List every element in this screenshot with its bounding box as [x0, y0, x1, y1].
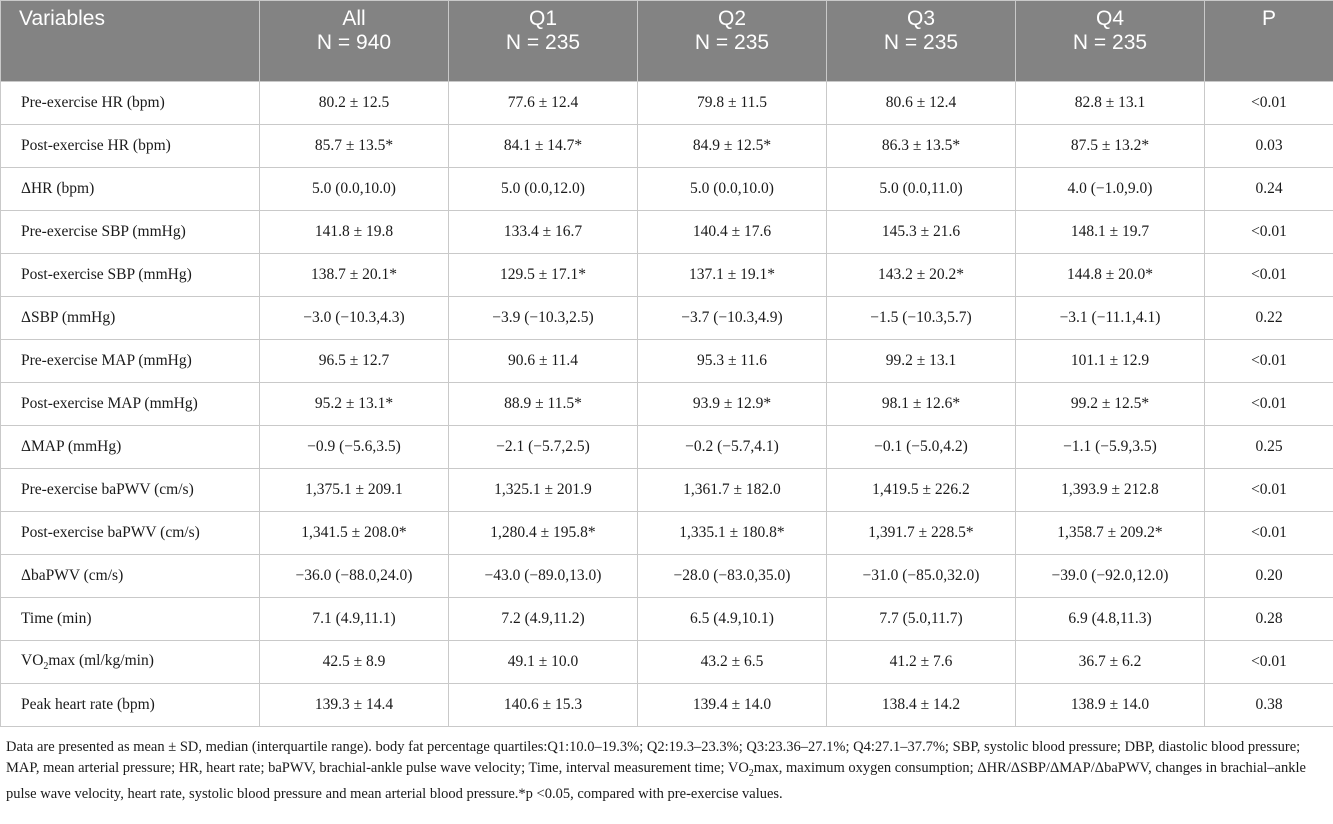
header-q3-label: Q3: [906, 7, 935, 30]
cell-all: −36.0 (−88.0,24.0): [260, 555, 449, 598]
cell-q4: 36.7 ± 6.2: [1016, 641, 1205, 684]
cell-q4: 101.1 ± 12.9: [1016, 340, 1205, 383]
cell-q1: 90.6 ± 11.4: [449, 340, 638, 383]
header-q1: [449, 1, 638, 82]
cell-q2: 84.9 ± 12.5*: [638, 125, 827, 168]
header-all-label: All: [342, 7, 366, 30]
cell-p: 0.38: [1205, 684, 1333, 727]
header-q1-label: Q1: [528, 7, 557, 30]
cell-q4: 99.2 ± 12.5*: [1016, 383, 1205, 426]
row-label: Post-exercise HR (bpm): [1, 125, 260, 168]
row-label: Post-exercise SBP (mmHg): [1, 254, 260, 297]
cell-q4: 148.1 ± 19.7: [1016, 211, 1205, 254]
cell-q3: 5.0 (0.0,11.0): [827, 168, 1016, 211]
cell-q3: 7.7 (5.0,11.7): [827, 598, 1016, 641]
cell-q4: 4.0 (−1.0,9.0): [1016, 168, 1205, 211]
table-header: [1, 1, 1333, 82]
table-row: [1, 512, 1333, 555]
row-label: Time (min): [1, 598, 260, 641]
cell-q2: −0.2 (−5.7,4.1): [638, 426, 827, 469]
cell-q3: −1.5 (−10.3,5.7): [827, 297, 1016, 340]
header-q2: [638, 1, 827, 82]
row-label: Peak heart rate (bpm): [1, 684, 260, 727]
cell-p: <0.01: [1205, 340, 1333, 383]
cell-all: 138.7 ± 20.1*: [260, 254, 449, 297]
table-row: [1, 82, 1333, 125]
header-q4-label: Q4: [1095, 7, 1124, 30]
header-variables: Variables: [1, 1, 260, 82]
table-body: [1, 82, 1333, 727]
row-label: ΔSBP (mmHg): [1, 297, 260, 340]
header-q2-n: N = 235: [694, 31, 770, 54]
cell-q1: 133.4 ± 16.7: [449, 211, 638, 254]
cell-q4: 138.9 ± 14.0: [1016, 684, 1205, 727]
cell-q4: −39.0 (−92.0,12.0): [1016, 555, 1205, 598]
cell-q3: 1,391.7 ± 228.5*: [827, 512, 1016, 555]
cell-q1: −3.9 (−10.3,2.5): [449, 297, 638, 340]
cell-q2: −3.7 (−10.3,4.9): [638, 297, 827, 340]
cell-all: 85.7 ± 13.5*: [260, 125, 449, 168]
cell-all: 1,375.1 ± 209.1: [260, 469, 449, 512]
table-row: [1, 254, 1333, 297]
row-label: Pre-exercise SBP (mmHg): [1, 211, 260, 254]
row-label: [1, 641, 260, 684]
cell-all: 141.8 ± 19.8: [260, 211, 449, 254]
table-row: [1, 168, 1333, 211]
cell-q1: 129.5 ± 17.1*: [449, 254, 638, 297]
cell-q2: 5.0 (0.0,10.0): [638, 168, 827, 211]
cell-q2: 95.3 ± 11.6: [638, 340, 827, 383]
row-label: Pre-exercise HR (bpm): [1, 82, 260, 125]
cell-q1: 7.2 (4.9,11.2): [449, 598, 638, 641]
table-row: [1, 555, 1333, 598]
cell-p: <0.01: [1205, 512, 1333, 555]
footnote-sub: 2: [748, 767, 754, 779]
cell-q3: 99.2 ± 13.1: [827, 340, 1016, 383]
table-row: [1, 125, 1333, 168]
cell-q2: 1,335.1 ± 180.8*: [638, 512, 827, 555]
table-row: [1, 297, 1333, 340]
cell-all: −3.0 (−10.3,4.3): [260, 297, 449, 340]
table-footnote: [0, 727, 1333, 805]
table-row: [1, 684, 1333, 727]
cell-q3: 41.2 ± 7.6: [827, 641, 1016, 684]
header-all-n: N = 940: [316, 31, 392, 54]
cell-p: <0.01: [1205, 82, 1333, 125]
cell-q4: 1,358.7 ± 209.2*: [1016, 512, 1205, 555]
cell-p: <0.01: [1205, 469, 1333, 512]
cell-p: 0.25: [1205, 426, 1333, 469]
cell-all: 7.1 (4.9,11.1): [260, 598, 449, 641]
cell-all: 95.2 ± 13.1*: [260, 383, 449, 426]
row-label: Post-exercise MAP (mmHg): [1, 383, 260, 426]
table-row: [1, 211, 1333, 254]
cell-q1: 84.1 ± 14.7*: [449, 125, 638, 168]
cell-p: 0.20: [1205, 555, 1333, 598]
footnote-part1: Data are presented as mean ± SD, median (interquartile range). body fat percentage quartiles:Q1:10.0–19.3%; Q2:19.3–23.3%; Q3:23.36–27.1%; Q4:27.1–37.7%; SBP, systolic blood pressure; DBP, diastolic blood pressure; MAP, mean arterial pressure; HR, heart rate; baPWV, brachial-ankle pulse wave velocity; Time, interval measurement time; VO: [6, 739, 1301, 776]
row-label-sub: 2: [43, 661, 49, 673]
table-row: [1, 340, 1333, 383]
cell-q2: 137.1 ± 19.1*: [638, 254, 827, 297]
cell-q3: −0.1 (−5.0,4.2): [827, 426, 1016, 469]
cell-q1: 5.0 (0.0,12.0): [449, 168, 638, 211]
cell-q3: 80.6 ± 12.4: [827, 82, 1016, 125]
cell-q3: 98.1 ± 12.6*: [827, 383, 1016, 426]
cell-p: <0.01: [1205, 383, 1333, 426]
header-q1-n: N = 235: [505, 31, 581, 54]
header-q4: [1016, 1, 1205, 82]
cell-q3: 1,419.5 ± 226.2: [827, 469, 1016, 512]
footnote-part2: max, maximum oxygen consumption; ΔHR/ΔSBP/ΔMAP/ΔbaPWV, changes in brachial–ankle pulse wave velocity, heart rate, systolic blood pressure and mean arterial blood pressure.*p <0.05, compared with pre-exercise values.: [6, 760, 1306, 802]
header-all: [260, 1, 449, 82]
table-row: [1, 469, 1333, 512]
cell-q2: 79.8 ± 11.5: [638, 82, 827, 125]
table-row: [1, 641, 1333, 684]
cell-p: 0.28: [1205, 598, 1333, 641]
cell-q1: 49.1 ± 10.0: [449, 641, 638, 684]
header-q3-n: N = 235: [883, 31, 959, 54]
table-row: [1, 426, 1333, 469]
cell-q1: 1,280.4 ± 195.8*: [449, 512, 638, 555]
cell-q2: −28.0 (−83.0,35.0): [638, 555, 827, 598]
cell-q1: 88.9 ± 11.5*: [449, 383, 638, 426]
cell-q2: 1,361.7 ± 182.0: [638, 469, 827, 512]
cell-q2: 6.5 (4.9,10.1): [638, 598, 827, 641]
header-q2-label: Q2: [717, 7, 746, 30]
cell-q3: −31.0 (−85.0,32.0): [827, 555, 1016, 598]
cell-q1: −43.0 (−89.0,13.0): [449, 555, 638, 598]
cell-all: 139.3 ± 14.4: [260, 684, 449, 727]
cell-q2: 93.9 ± 12.9*: [638, 383, 827, 426]
cell-q4: −1.1 (−5.9,3.5): [1016, 426, 1205, 469]
cell-q3: 138.4 ± 14.2: [827, 684, 1016, 727]
row-label: ΔHR (bpm): [1, 168, 260, 211]
header-q4-n: N = 235: [1072, 31, 1148, 54]
cell-p: 0.24: [1205, 168, 1333, 211]
cell-q4: 1,393.9 ± 212.8: [1016, 469, 1205, 512]
row-label-post: max (ml/kg/min): [48, 651, 154, 669]
table-row: [1, 598, 1333, 641]
cell-q1: −2.1 (−5.7,2.5): [449, 426, 638, 469]
row-label: Pre-exercise baPWV (cm/s): [1, 469, 260, 512]
cell-q3: 143.2 ± 20.2*: [827, 254, 1016, 297]
cell-q1: 1,325.1 ± 201.9: [449, 469, 638, 512]
cell-q4: 144.8 ± 20.0*: [1016, 254, 1205, 297]
cell-all: 5.0 (0.0,10.0): [260, 168, 449, 211]
table-row: [1, 383, 1333, 426]
header-q3: [827, 1, 1016, 82]
cell-q2: 140.4 ± 17.6: [638, 211, 827, 254]
cell-p: <0.01: [1205, 641, 1333, 684]
cell-p: 0.22: [1205, 297, 1333, 340]
row-label: Post-exercise baPWV (cm/s): [1, 512, 260, 555]
cell-all: 42.5 ± 8.9: [260, 641, 449, 684]
cell-all: 1,341.5 ± 208.0*: [260, 512, 449, 555]
cell-p: <0.01: [1205, 254, 1333, 297]
cell-all: 96.5 ± 12.7: [260, 340, 449, 383]
cell-q2: 43.2 ± 6.5: [638, 641, 827, 684]
cell-q1: 140.6 ± 15.3: [449, 684, 638, 727]
cell-p: <0.01: [1205, 211, 1333, 254]
cell-q4: 87.5 ± 13.2*: [1016, 125, 1205, 168]
row-label: ΔbaPWV (cm/s): [1, 555, 260, 598]
cell-q1: 77.6 ± 12.4: [449, 82, 638, 125]
cell-p: 0.03: [1205, 125, 1333, 168]
cell-q3: 145.3 ± 21.6: [827, 211, 1016, 254]
cell-q4: −3.1 (−11.1,4.1): [1016, 297, 1205, 340]
row-label: Pre-exercise MAP (mmHg): [1, 340, 260, 383]
cell-q4: 6.9 (4.8,11.3): [1016, 598, 1205, 641]
cell-q3: 86.3 ± 13.5*: [827, 125, 1016, 168]
row-label-pre: VO: [21, 651, 44, 669]
header-p: P: [1205, 1, 1333, 82]
row-label: ΔMAP (mmHg): [1, 426, 260, 469]
cell-q4: 82.8 ± 13.1: [1016, 82, 1205, 125]
cell-all: −0.9 (−5.6,3.5): [260, 426, 449, 469]
cell-all: 80.2 ± 12.5: [260, 82, 449, 125]
cell-q2: 139.4 ± 14.0: [638, 684, 827, 727]
